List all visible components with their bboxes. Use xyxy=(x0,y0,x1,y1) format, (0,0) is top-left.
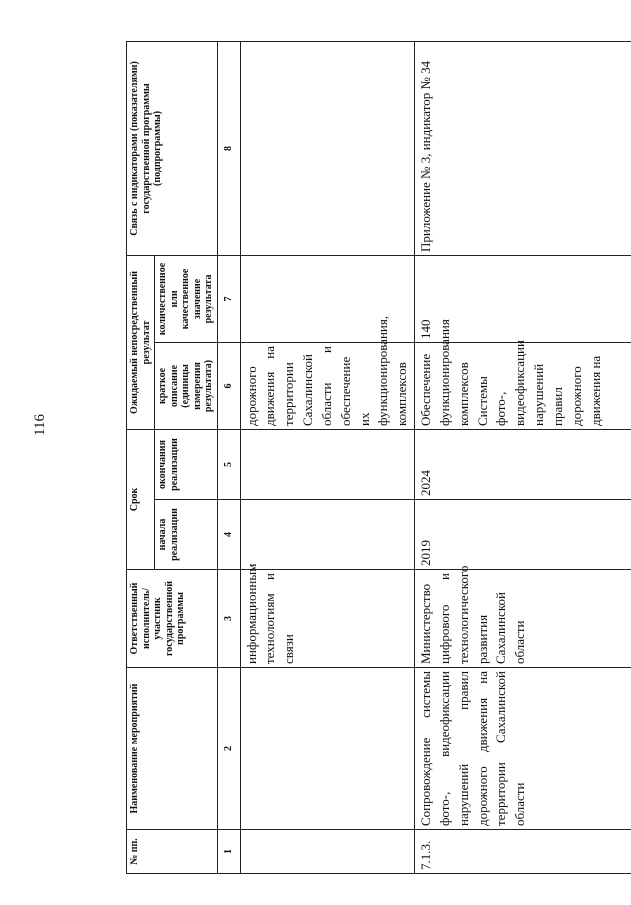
header-expected-value: количественное или качественное значение результата xyxy=(155,255,218,342)
table-row xyxy=(415,41,631,873)
table-cell xyxy=(240,429,415,499)
page-number: 116 xyxy=(32,414,48,436)
header-name: Наименование мероприятий xyxy=(127,668,218,830)
header-link: Связь с индикаторами (показателями) государственной программы (подпрограммы) xyxy=(127,41,218,255)
executor: Министерство цифрового и технологического развития Сахалинской области xyxy=(415,570,631,668)
column-number: 3 xyxy=(217,570,240,668)
header-row-1 xyxy=(127,41,155,873)
rotated-table-container xyxy=(126,42,630,874)
term-end: 2024 xyxy=(415,429,631,499)
column-number: 2 xyxy=(217,668,240,830)
expected-short: Обеспечение функционирования комплексов Системы фото-, видеофиксации нарушений правил дорожного движения на xyxy=(415,342,631,429)
column-number: 5 xyxy=(217,429,240,499)
header-term: Срок xyxy=(127,429,155,569)
header-term-start: начала реализации xyxy=(155,500,218,570)
column-number: 1 xyxy=(217,830,240,874)
column-number: 6 xyxy=(217,342,240,429)
indicator-link: Приложение № 3, индикатор № 34 xyxy=(415,41,631,255)
column-number: 7 xyxy=(217,255,240,342)
header-expected: Ожидаемый непосредственный результат xyxy=(127,255,155,429)
continuation-short: дорожного движения на территории Сахалинской области и обеспечение их функционирования, комплексов xyxy=(240,342,415,429)
table-cell xyxy=(240,500,415,570)
column-number: 8 xyxy=(217,41,240,255)
header-num: № пп. xyxy=(127,830,218,874)
table-cell xyxy=(240,668,415,830)
header-term-end: окончания реализации xyxy=(155,429,218,499)
table-cell xyxy=(240,830,415,874)
activities-table xyxy=(126,41,631,874)
header-executor: Ответственный исполнитель/ участник государственной программы xyxy=(127,570,218,668)
expected-value: 140 xyxy=(415,255,631,342)
activity-name: Сопровождение системы фото-, видеофиксации нарушений правил дорожного движения на территории Сахалинской области xyxy=(415,668,631,830)
header-expected-short: краткое описание (единицы измерения результата) xyxy=(155,342,218,429)
continuation-executor: информационным технологиям и связи xyxy=(240,570,415,668)
continuation-row xyxy=(240,41,415,873)
column-numbers-row xyxy=(217,41,240,873)
table-cell xyxy=(240,41,415,255)
term-start: 2019 xyxy=(415,500,631,570)
column-number: 4 xyxy=(217,500,240,570)
row-number: 7.1.3. xyxy=(415,830,631,874)
